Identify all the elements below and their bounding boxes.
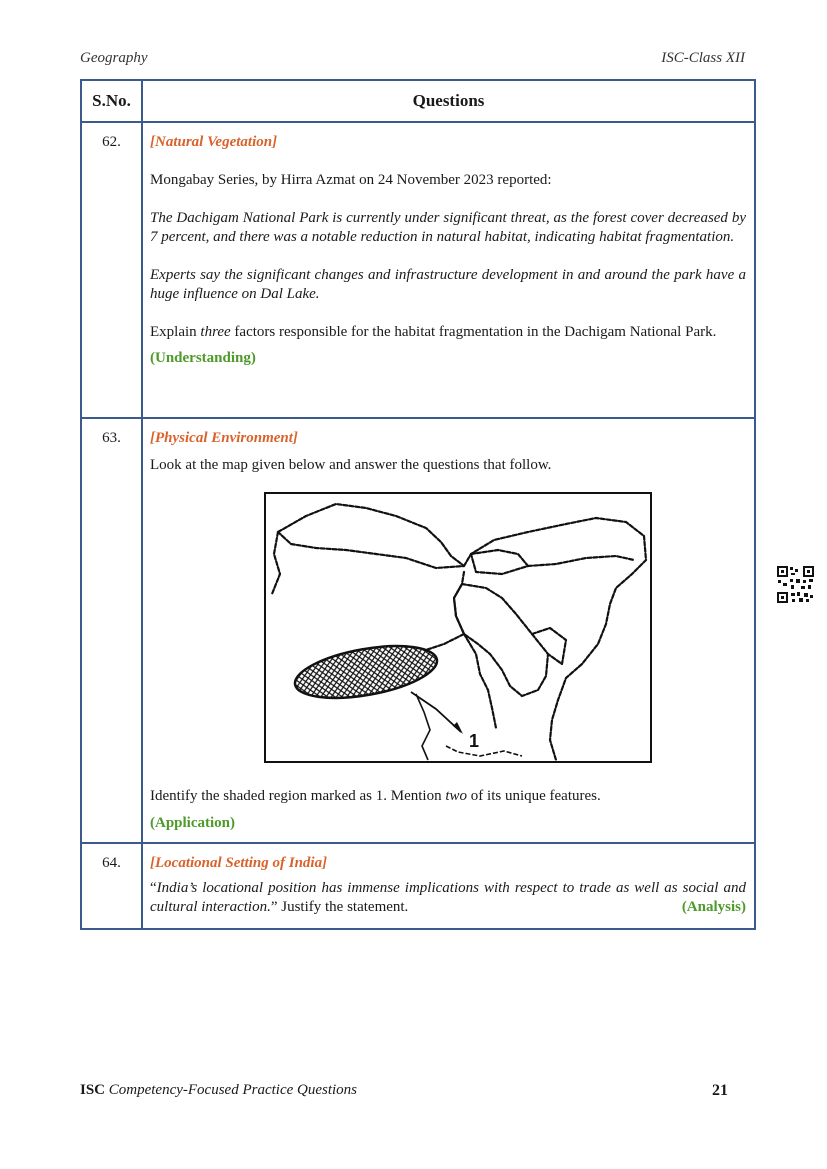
questions-table xyxy=(80,79,756,930)
tripura-border xyxy=(532,628,566,664)
question-row-64 xyxy=(81,843,755,929)
northeast-outer-border xyxy=(464,518,646,760)
map-marker-label: 1 xyxy=(469,731,480,751)
question-prompt: Explain three factors responsible for the habitat fragmentation in the Dachigam National Park. xyxy=(150,324,717,340)
question-row-62 xyxy=(81,122,755,418)
news-quote: The Dachigam National Park is currently under significant threat, as the forest cover decreased by 7 percent, and there was a notable reduction in natural habitat, indicating habitat fragmentation. xyxy=(150,210,746,245)
question-intro: Look at the map given below and answer the questions that follow. xyxy=(150,457,552,473)
nepal-border xyxy=(278,504,464,568)
header-subject: Geography xyxy=(80,50,148,66)
question-row-63 xyxy=(81,418,755,843)
expert-quote: Experts say the significant changes and infrastructure development in and around the park have a huge influence on Dal Lake. xyxy=(150,267,746,302)
skill-badge: (Application) xyxy=(150,815,236,831)
question-topic: [Locational Setting of India] xyxy=(150,855,328,871)
assam-valley-border xyxy=(528,556,634,566)
skill-badge: (Understanding) xyxy=(150,350,256,366)
skill-badge: (Analysis) xyxy=(681,899,746,915)
question-number: 62. xyxy=(81,122,142,418)
bhutan-border xyxy=(471,550,528,574)
question-intro: Mongabay Series, by Hirra Azmat on 24 November 2023 reported: xyxy=(150,172,552,188)
state-interior-border xyxy=(426,634,464,650)
column-header-sno: S.No. xyxy=(81,80,142,122)
header-class: ISC-Class XII xyxy=(661,50,745,66)
india-north-border xyxy=(272,532,280,594)
question-topic: [Natural Vegetation] xyxy=(150,134,278,150)
question-number: 63. xyxy=(81,418,142,843)
question-number: 64. xyxy=(81,843,142,929)
column-header-questions: Questions xyxy=(142,80,755,122)
qr-code-icon[interactable] xyxy=(776,565,815,604)
question-topic: [Physical Environment] xyxy=(150,430,298,446)
question-prompt: Identify the shaded region marked as 1. Mention two of its unique features. xyxy=(150,788,601,804)
west-bengal-border xyxy=(454,572,496,728)
question-prompt: “India’s locational position has immense implications with respect to trade as well as social and cultural interaction.” Justify the statement. (Analysis) xyxy=(150,880,746,915)
india-northeast-map xyxy=(266,494,650,761)
footer-title: ISC Competency-Focused Practice Questions xyxy=(80,1082,358,1098)
page-number: 21 xyxy=(712,1082,728,1099)
map-figure xyxy=(264,492,652,763)
